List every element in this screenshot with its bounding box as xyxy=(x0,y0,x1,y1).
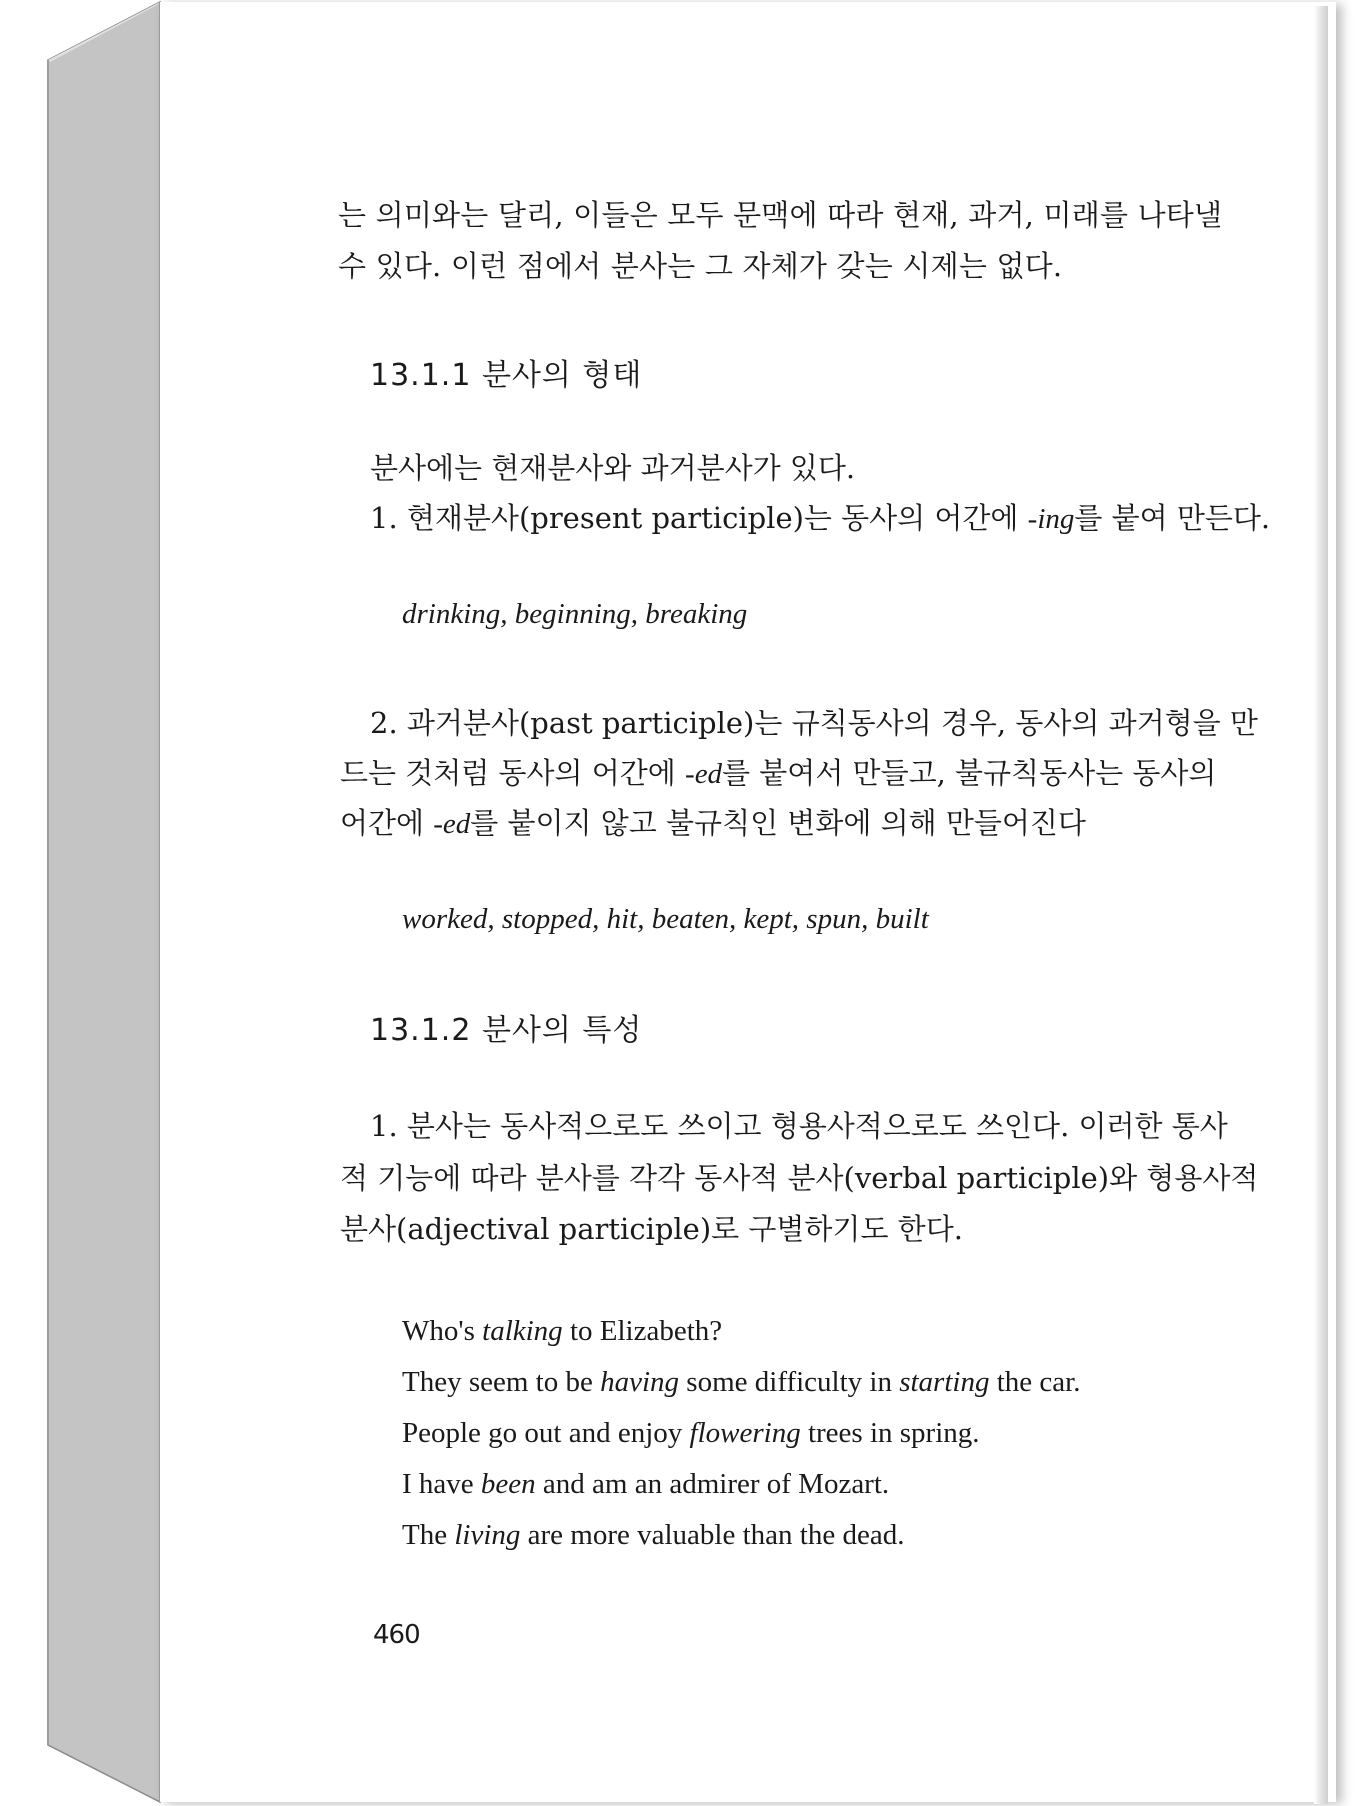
section-1-item-1 xyxy=(370,493,1270,545)
sentence-5: The living are more valuable than the dead. xyxy=(402,1519,905,1551)
page-number: 460 xyxy=(373,1620,420,1650)
section-1-lead: 분사에는 현재분사와 과거분사가 있다. xyxy=(370,451,856,485)
section-1-item-2-line-2 xyxy=(340,748,1216,800)
example-present-participles: drinking, beginning, breaking xyxy=(402,598,748,630)
intro-line-1: 는 의미와는 달리, 이들은 모두 문맥에 따라 현재, 과거, 미래를 나타낼 xyxy=(338,198,1223,232)
sentence-4: I have been and am an admirer of Mozart. xyxy=(402,1468,890,1500)
section-2-para-line-2: 적 기능에 따라 분사를 각각 동사적 분사(verbal participle)와 형용사적 xyxy=(340,1161,1259,1195)
item-2-line-2-italic: -ed xyxy=(685,758,723,790)
example-sentences xyxy=(402,1306,1080,1561)
item-2-line-2-b: 를 붙여서 만들고, 불규칙동사는 동사의 xyxy=(722,756,1217,790)
section-1-item-2-line-3 xyxy=(340,798,1086,850)
item-1-suffix: -ing xyxy=(1027,503,1075,535)
example-past-participles: worked, stopped, hit, beaten, kept, spun, built xyxy=(402,903,929,935)
intro-line-2: 수 있다. 이런 점에서 분사는 그 자체가 갖는 시제는 없다. xyxy=(338,249,1063,283)
section-heading-13-1-2: 13.1.2 분사의 특성 xyxy=(370,1013,643,1048)
page-edge xyxy=(1314,6,1328,1804)
sentence-2: They seem to be having some difficulty in starting the car. xyxy=(402,1366,1081,1398)
item-2-line-2-a: 드는 것처럼 동사의 어간에 xyxy=(340,756,686,790)
item-2-line-3-a: 어간에 xyxy=(340,806,434,840)
section-heading-13-1-1: 13.1.1 분사의 형태 xyxy=(370,358,643,393)
book-spine xyxy=(0,0,170,1806)
section-2-para-line-1: 1. 분사는 동사적으로도 쓰이고 형용사적으로도 쓰인다. 이러한 통사 xyxy=(370,1109,1228,1143)
sentence-3: People go out and enjoy flowering trees in spring. xyxy=(402,1417,980,1449)
sentence-1: Who's talking to Elizabeth? xyxy=(402,1315,723,1347)
item-1-end: 를 붙여 만든다. xyxy=(1074,501,1271,535)
item-1-prefix: 1. 현재분사(present participle)는 동사의 어간에 xyxy=(370,501,1028,535)
section-1-item-2-line-1: 2. 과거분사(past participle)는 규칙동사의 경우, 동사의 과거형을 만 xyxy=(370,706,1258,740)
item-2-line-3-italic: -ed xyxy=(433,808,471,840)
item-2-line-3-b: 를 붙이지 않고 불규칙인 변화에 의해 만들어진다 xyxy=(470,806,1086,840)
section-2-para-line-3: 분사(adjectival participle)로 구별하기도 한다. xyxy=(340,1212,963,1246)
